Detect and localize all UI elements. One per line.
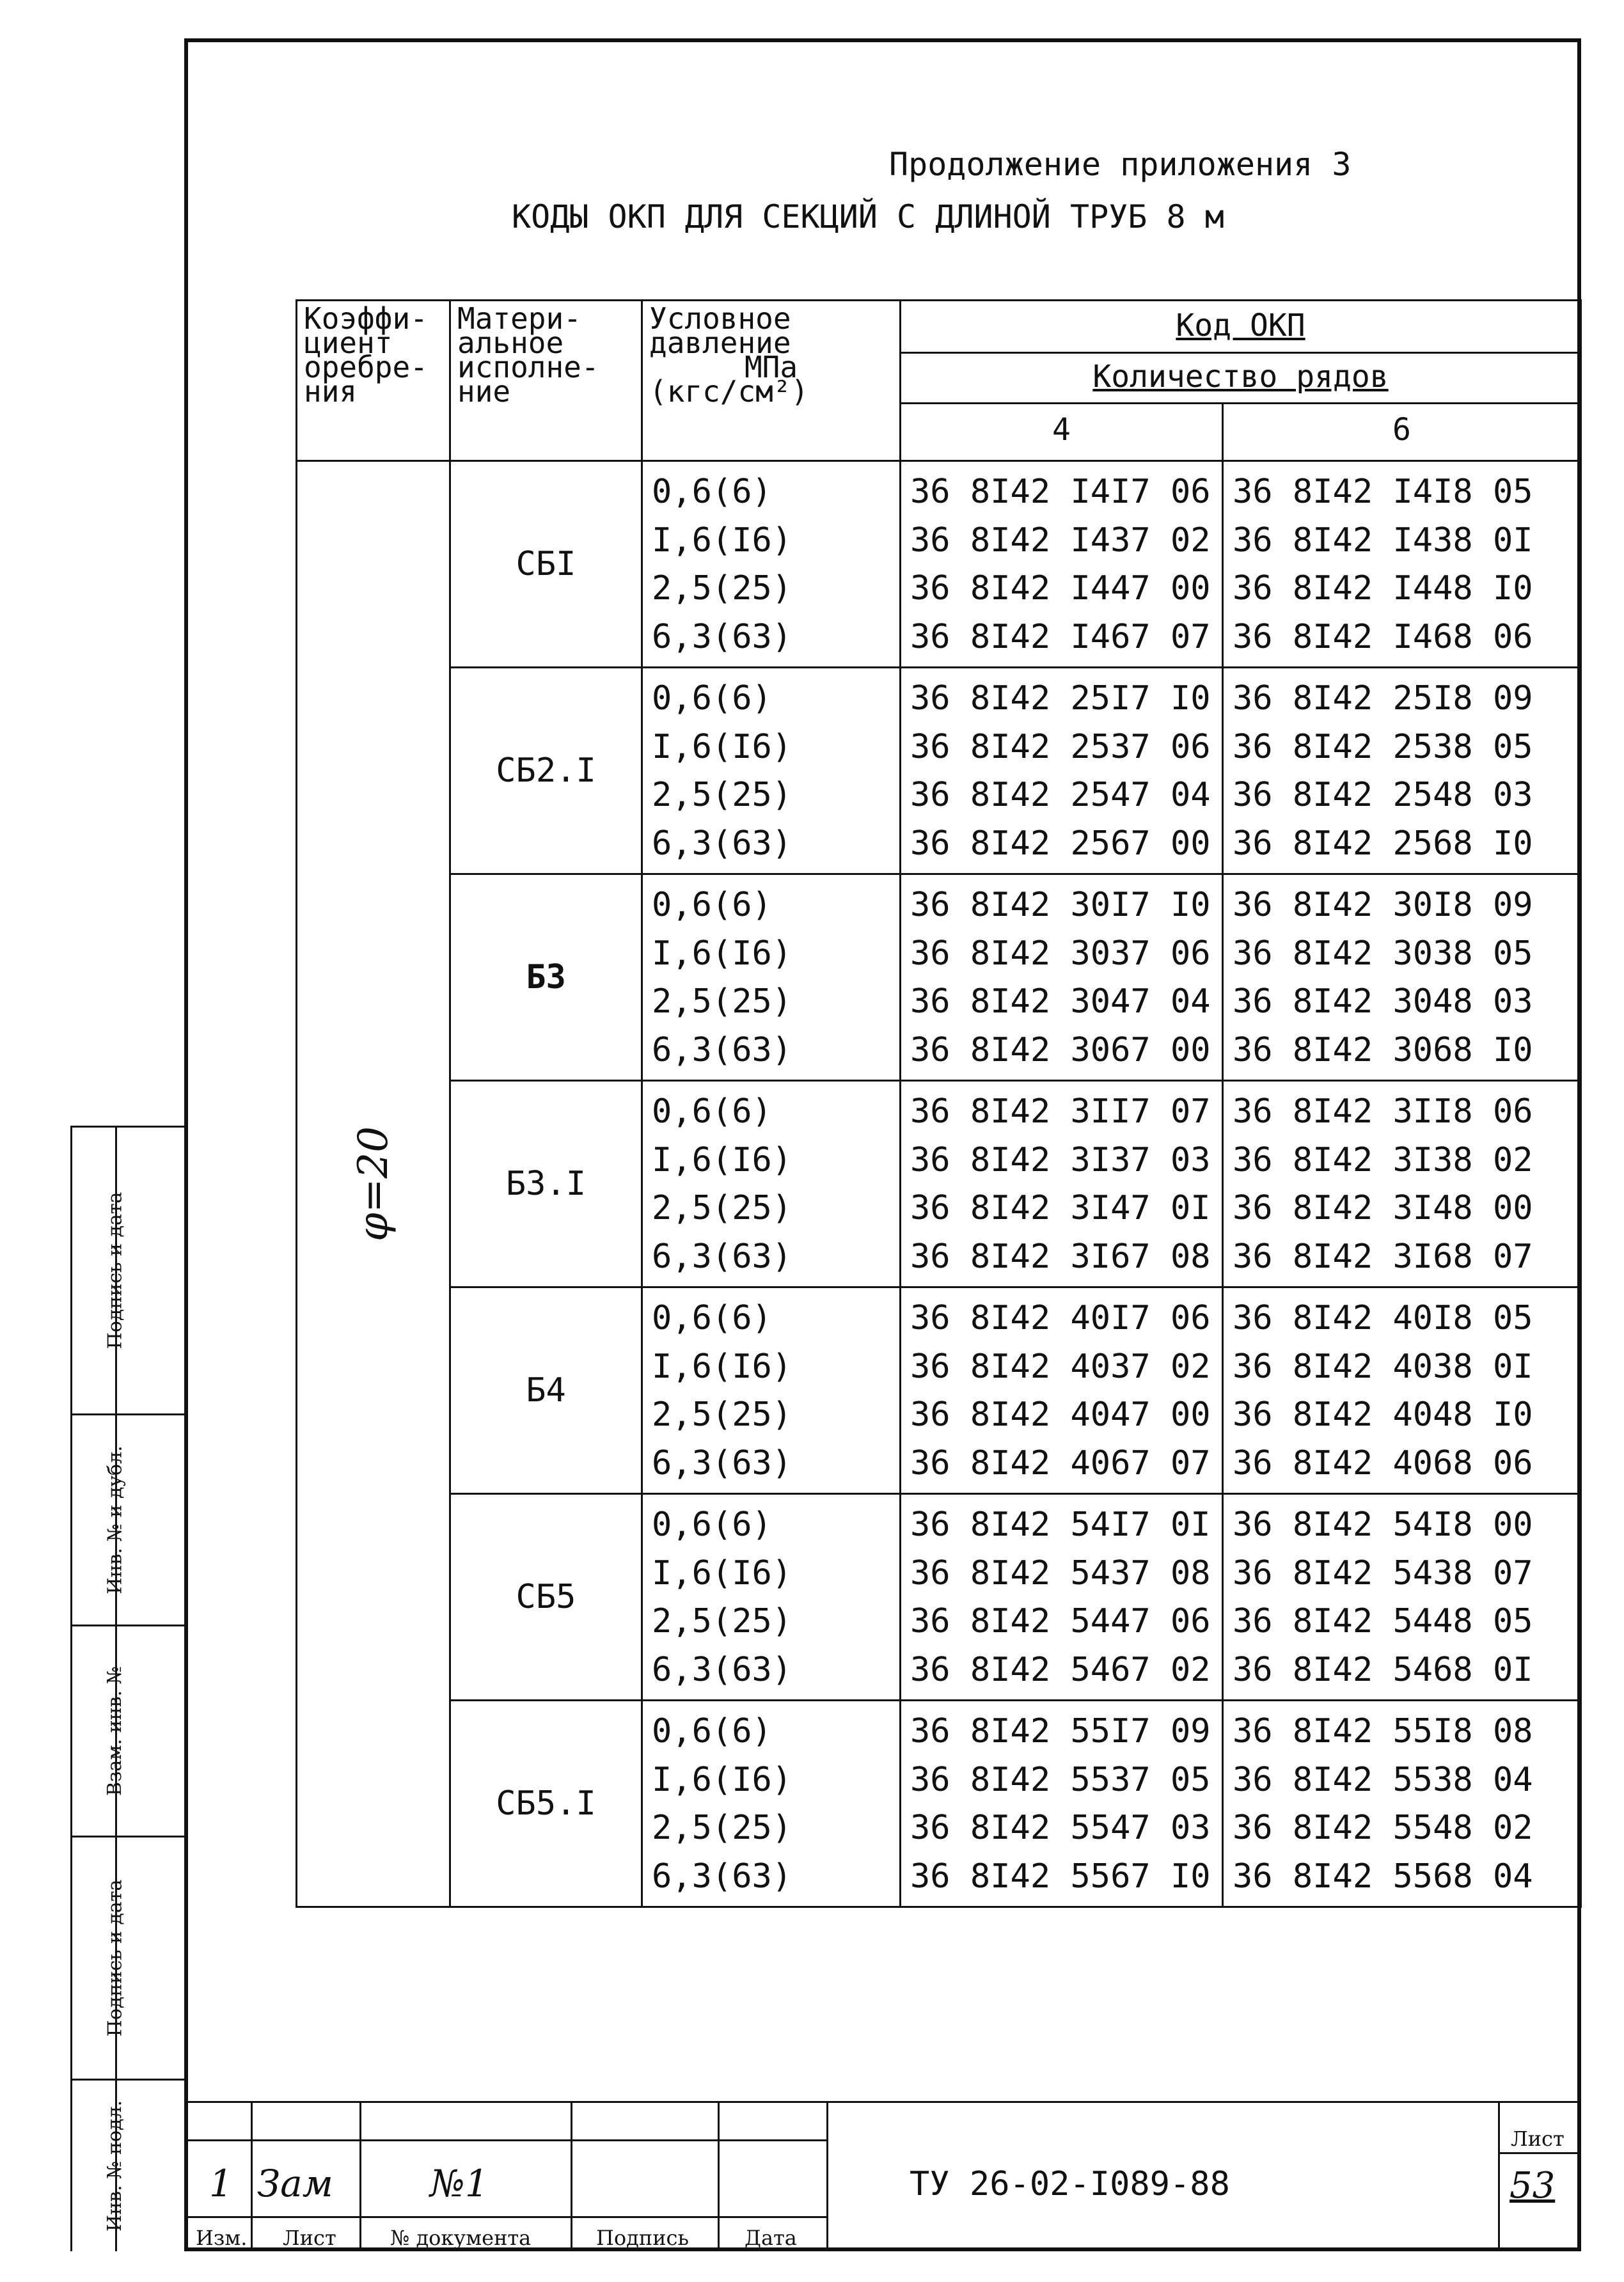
material-cell: Б3.I: [450, 1081, 642, 1287]
title-block-col-line: [251, 2101, 253, 2251]
pressure-cell: 0,6(6) I,6(I6) 2,5(25) 6,3(63): [642, 668, 901, 874]
pressure-cell: 0,6(6) I,6(I6) 2,5(25) 6,3(63): [642, 874, 901, 1081]
stamp-vzam-inv: Взам. инв. №: [104, 1665, 127, 1797]
table-row: [297, 1494, 1581, 1701]
label-signature: Подпись: [596, 2226, 689, 2250]
codes-6-rows-cell: 36 8I42 54I8 00 36 8I42 5438 07 36 8I42 5448 05 36 8I42 5468 0I: [1223, 1494, 1581, 1701]
table-row: [297, 461, 1581, 668]
col-header-rows-count: Количество рядов: [901, 352, 1581, 403]
pressure-cell: 0,6(6) I,6(I6) 2,5(25) 6,3(63): [642, 1701, 901, 1907]
pressure-cell: 0,6(6) I,6(I6) 2,5(25) 6,3(63): [642, 461, 901, 668]
sheet-label: Лист: [1511, 2127, 1565, 2151]
coefficient-value: φ=20: [349, 1126, 397, 1241]
codes-6-rows-cell: 36 8I42 I4I8 05 36 8I42 I438 0I 36 8I42 I448 I0 36 8I42 I468 06: [1223, 461, 1581, 668]
stamp-signature-date-2: Подпись и дата: [104, 1879, 127, 2037]
label-date: Дата: [745, 2226, 797, 2250]
title-block-col-line: [826, 2101, 828, 2251]
table-row: [297, 874, 1581, 1081]
codes-4-rows-cell: 36 8I42 3II7 07 36 8I42 3I37 03 36 8I42 3I47 0I 36 8I42 3I67 08: [901, 1081, 1223, 1287]
codes-4-rows-cell: 36 8I42 55I7 09 36 8I42 5537 05 36 8I42 5547 03 36 8I42 5567 I0: [901, 1701, 1223, 1907]
title-block-sheet-line: [1498, 2152, 1581, 2154]
pressure-cell: 0,6(6) I,6(I6) 2,5(25) 6,3(63): [642, 1494, 901, 1701]
codes-4-rows-cell: 36 8I42 54I7 0I 36 8I42 5437 08 36 8I42 5447 06 36 8I42 5467 02: [901, 1494, 1223, 1701]
coefficient-cell: [297, 461, 450, 1907]
col-header-rows-4: 4: [901, 403, 1223, 460]
stamp-signature-date: Подпись и дата: [104, 1192, 127, 1350]
codes-4-rows-cell: 36 8I42 25I7 I0 36 8I42 2537 06 36 8I42 2547 04 36 8I42 2567 00: [901, 668, 1223, 874]
label-sheet: Лист: [283, 2226, 336, 2250]
label-change: Изм.: [196, 2226, 248, 2250]
title-block-row-line: [187, 2139, 826, 2141]
frame-left: [184, 38, 188, 2251]
codes-6-rows-cell: 36 8I42 30I8 09 36 8I42 3038 05 36 8I42 3048 03 36 8I42 3068 I0: [1223, 874, 1581, 1081]
title-block: [187, 2101, 1581, 2251]
label-document-no: № документа: [390, 2226, 532, 2250]
material-cell: Б3: [450, 874, 642, 1081]
title-block-col-line: [1498, 2101, 1500, 2251]
material-cell: СБI: [450, 461, 642, 668]
pressure-cell: 0,6(6) I,6(I6) 2,5(25) 6,3(63): [642, 1081, 901, 1287]
col-header-rows-6: 6: [1223, 403, 1581, 460]
table-row: [297, 1701, 1581, 1907]
title-block-col-line: [359, 2101, 361, 2251]
stamp-inv-dubl: Инв. № и дубл.: [104, 1445, 127, 1594]
document-number: ТУ 26-02-I089-88: [910, 2165, 1230, 2203]
col-header-pressure: Условное давление МПа (кгс/см²): [642, 301, 901, 461]
material-cell: Б4: [450, 1287, 642, 1494]
handwritten-change-no: 1: [209, 2162, 233, 2205]
table-row: [297, 1287, 1581, 1494]
handwritten-zam: Зам: [257, 2162, 333, 2205]
sheet-number: 53: [1510, 2165, 1556, 2207]
material-cell: СБ5.I: [450, 1701, 642, 1907]
col-header-okp-code: Код ОКП: [901, 301, 1581, 353]
title-block-col-line: [571, 2101, 572, 2251]
codes-4-rows-cell: 36 8I42 I4I7 06 36 8I42 I437 02 36 8I42 I447 00 36 8I42 I467 07: [901, 461, 1223, 668]
continuation-caption: Продолжение приложения 3: [889, 146, 1352, 183]
codes-4-rows-cell: 36 8I42 30I7 I0 36 8I42 3037 06 36 8I42 3047 04 36 8I42 3067 00: [901, 874, 1223, 1081]
title-block-row-line: [187, 2216, 826, 2218]
material-cell: СБ2.I: [450, 668, 642, 874]
codes-6-rows-cell: 36 8I42 40I8 05 36 8I42 4038 0I 36 8I42 4048 I0 36 8I42 4068 06: [1223, 1287, 1581, 1494]
material-cell: СБ5: [450, 1494, 642, 1701]
okp-codes-table: [296, 299, 1582, 1908]
frame-top: [185, 38, 1579, 42]
table-row: [297, 1081, 1581, 1287]
title-block-col-line: [718, 2101, 720, 2251]
codes-4-rows-cell: 36 8I42 40I7 06 36 8I42 4037 02 36 8I42 4047 00 36 8I42 4067 07: [901, 1287, 1223, 1494]
codes-6-rows-cell: 36 8I42 25I8 09 36 8I42 2538 05 36 8I42 2548 03 36 8I42 2568 I0: [1223, 668, 1581, 874]
handwritten-doc-no: №1: [430, 2162, 489, 2205]
col-header-coefficient: Коэффи- циент оребре- ния: [297, 301, 450, 461]
codes-6-rows-cell: 36 8I42 55I8 08 36 8I42 5538 04 36 8I42 5548 02 36 8I42 5568 04: [1223, 1701, 1581, 1907]
title-block-top-line: [187, 2101, 1581, 2103]
pressure-cell: 0,6(6) I,6(I6) 2,5(25) 6,3(63): [642, 1287, 901, 1494]
stamp-inv-podl: Инв. № подл.: [104, 2100, 127, 2232]
codes-6-rows-cell: 36 8I42 3II8 06 36 8I42 3I38 02 36 8I42 3I48 00 36 8I42 3I68 07: [1223, 1081, 1581, 1287]
col-header-material: Матери- альное исполне- ние: [450, 301, 642, 461]
page-title: КОДЫ ОКП ДЛЯ СЕКЦИЙ С ДЛИНОЙ ТРУБ 8 м: [512, 198, 1224, 235]
table-row: [297, 668, 1581, 874]
